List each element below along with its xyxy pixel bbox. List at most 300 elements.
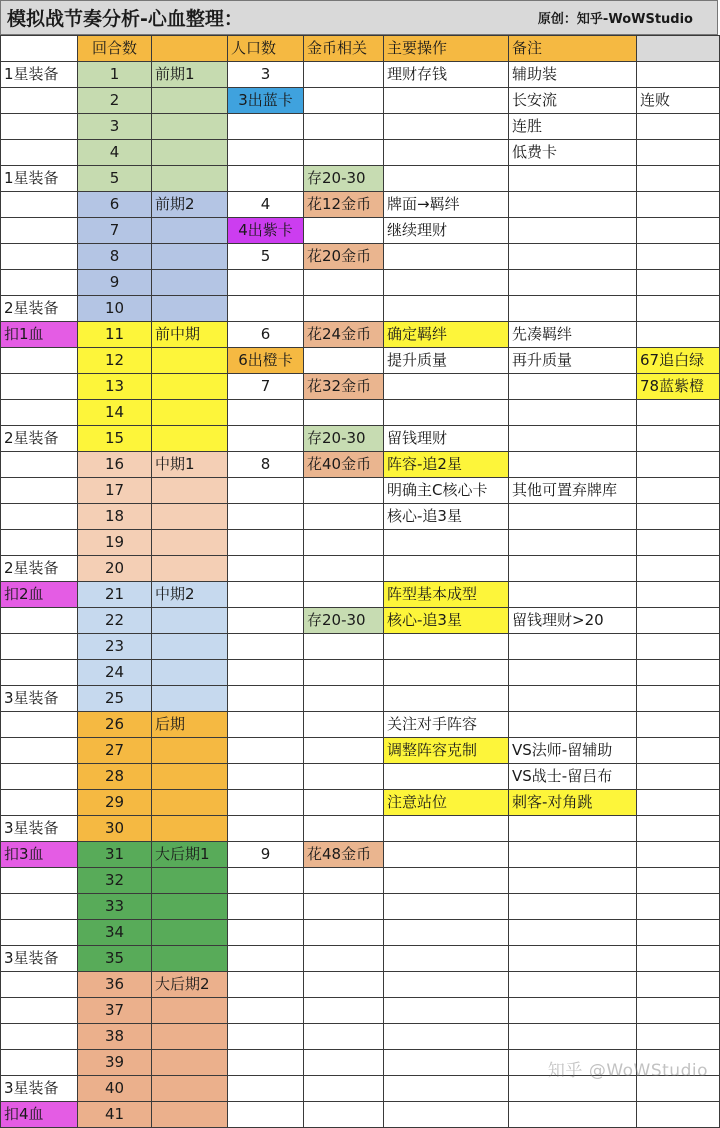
population-cell <box>228 946 304 972</box>
table-row <box>1 426 720 452</box>
gold-cell <box>304 868 384 894</box>
gold-cell <box>304 504 384 530</box>
header-cell: 回合数 <box>78 36 152 62</box>
table-row <box>1 244 720 270</box>
table-row <box>1 348 720 374</box>
operation-cell: 调整阵容克制 <box>384 738 509 764</box>
note-cell: VS法师-留辅助 <box>509 738 637 764</box>
equip-cell <box>1 530 78 556</box>
phase-cell <box>152 738 228 764</box>
population-cell: 8 <box>228 452 304 478</box>
table-row <box>1 946 720 972</box>
round-cell: 17 <box>78 478 152 504</box>
phase-cell <box>152 1076 228 1102</box>
operation-cell: 理财存钱 <box>384 62 509 88</box>
gold-cell <box>304 140 384 166</box>
equip-cell: 1星装备 <box>1 62 78 88</box>
header-cell <box>152 36 228 62</box>
round-cell: 10 <box>78 296 152 322</box>
table-row <box>1 868 720 894</box>
population-cell <box>228 790 304 816</box>
round-cell: 38 <box>78 1024 152 1050</box>
note-cell <box>509 218 637 244</box>
note-cell <box>509 842 637 868</box>
phase-cell <box>152 764 228 790</box>
operation-cell <box>384 244 509 270</box>
operation-cell: 牌面→羁绊 <box>384 192 509 218</box>
equip-cell: 3星装备 <box>1 946 78 972</box>
population-cell <box>228 660 304 686</box>
gold-cell <box>304 114 384 140</box>
gold-cell <box>304 296 384 322</box>
note-cell <box>509 816 637 842</box>
gold-cell <box>304 1050 384 1076</box>
gold-cell <box>304 400 384 426</box>
population-cell <box>228 1102 304 1128</box>
equip-cell <box>1 894 78 920</box>
equip-cell <box>1 998 78 1024</box>
phase-cell <box>152 296 228 322</box>
phase-cell <box>152 998 228 1024</box>
operation-cell <box>384 530 509 556</box>
equip-cell <box>1 634 78 660</box>
round-cell: 18 <box>78 504 152 530</box>
table-row <box>1 1102 720 1128</box>
note-cell <box>509 452 637 478</box>
extra-cell <box>637 946 720 972</box>
note-cell: VS战士-留吕布 <box>509 764 637 790</box>
round-cell: 36 <box>78 972 152 998</box>
operation-cell <box>384 868 509 894</box>
operation-cell <box>384 764 509 790</box>
operation-cell <box>384 374 509 400</box>
phase-cell <box>152 114 228 140</box>
equip-cell <box>1 608 78 634</box>
credit-text: 原创：知乎-WoWStudio <box>537 12 693 27</box>
equip-cell <box>1 920 78 946</box>
operation-cell: 阵型基本成型 <box>384 582 509 608</box>
table-row <box>1 556 720 582</box>
extra-cell <box>637 140 720 166</box>
note-cell <box>509 530 637 556</box>
note-cell: 其他可置弃牌库 <box>509 478 637 504</box>
extra-cell <box>637 270 720 296</box>
extra-cell <box>637 244 720 270</box>
extra-cell <box>637 504 720 530</box>
phase-cell <box>152 946 228 972</box>
round-cell: 28 <box>78 764 152 790</box>
extra-cell: 连败 <box>637 88 720 114</box>
phase-cell <box>152 530 228 556</box>
population-cell <box>228 478 304 504</box>
note-cell: 低费卡 <box>509 140 637 166</box>
note-cell <box>509 1024 637 1050</box>
operation-cell <box>384 296 509 322</box>
equip-cell <box>1 1024 78 1050</box>
extra-cell <box>637 556 720 582</box>
equip-cell <box>1 790 78 816</box>
population-cell <box>228 582 304 608</box>
gold-cell <box>304 478 384 504</box>
header-cell: 金币相关 <box>304 36 384 62</box>
phase-cell: 中期1 <box>152 452 228 478</box>
extra-cell <box>637 920 720 946</box>
table-row <box>1 400 720 426</box>
note-cell: 长安流 <box>509 88 637 114</box>
phase-cell <box>152 556 228 582</box>
equip-cell <box>1 712 78 738</box>
equip-cell: 2星装备 <box>1 296 78 322</box>
extra-cell <box>637 686 720 712</box>
note-cell <box>509 582 637 608</box>
equip-cell <box>1 400 78 426</box>
population-cell <box>228 556 304 582</box>
extra-cell: 67追白绿 <box>637 348 720 374</box>
round-cell: 7 <box>78 218 152 244</box>
equip-cell: 扣2血 <box>1 582 78 608</box>
phase-cell <box>152 374 228 400</box>
round-cell: 41 <box>78 1102 152 1128</box>
equip-cell <box>1 88 78 114</box>
round-cell: 26 <box>78 712 152 738</box>
extra-cell <box>637 1024 720 1050</box>
operation-cell <box>384 660 509 686</box>
equip-cell <box>1 114 78 140</box>
population-cell: 9 <box>228 842 304 868</box>
population-cell: 4 <box>228 192 304 218</box>
round-cell: 34 <box>78 920 152 946</box>
operation-cell: 确定羁绊 <box>384 322 509 348</box>
round-cell: 25 <box>78 686 152 712</box>
note-cell <box>509 686 637 712</box>
phase-cell <box>152 270 228 296</box>
extra-cell <box>637 166 720 192</box>
operation-cell <box>384 166 509 192</box>
note-cell <box>509 296 637 322</box>
equip-cell: 扣4血 <box>1 1102 78 1128</box>
equip-cell <box>1 192 78 218</box>
table-row <box>1 296 720 322</box>
extra-cell <box>637 296 720 322</box>
table-row <box>1 62 720 88</box>
gold-cell <box>304 660 384 686</box>
extra-cell <box>637 582 720 608</box>
table-row <box>1 660 720 686</box>
gold-cell <box>304 88 384 114</box>
equip-cell <box>1 738 78 764</box>
gold-cell <box>304 790 384 816</box>
note-cell <box>509 400 637 426</box>
table-row <box>1 452 720 478</box>
gold-cell <box>304 920 384 946</box>
extra-cell <box>637 972 720 998</box>
operation-cell <box>384 1050 509 1076</box>
gold-cell: 花40金币 <box>304 452 384 478</box>
phase-cell <box>152 504 228 530</box>
round-cell: 5 <box>78 166 152 192</box>
operation-cell <box>384 400 509 426</box>
round-cell: 3 <box>78 114 152 140</box>
table-row <box>1 920 720 946</box>
phase-cell <box>152 88 228 114</box>
note-cell <box>509 244 637 270</box>
gold-cell: 存20-30 <box>304 166 384 192</box>
round-cell: 30 <box>78 816 152 842</box>
note-cell <box>509 504 637 530</box>
table-row <box>1 530 720 556</box>
extra-cell <box>637 764 720 790</box>
operation-cell: 继续理财 <box>384 218 509 244</box>
table-row <box>1 270 720 296</box>
table-row <box>1 634 720 660</box>
round-cell: 23 <box>78 634 152 660</box>
population-cell: 6 <box>228 322 304 348</box>
population-cell <box>228 270 304 296</box>
phase-cell: 后期 <box>152 712 228 738</box>
gold-cell <box>304 218 384 244</box>
table-row <box>1 114 720 140</box>
table-row <box>1 816 720 842</box>
operation-cell: 明确主C核心卡 <box>384 478 509 504</box>
extra-cell <box>637 712 720 738</box>
gold-cell <box>304 582 384 608</box>
population-cell: 7 <box>228 374 304 400</box>
table-row <box>1 998 720 1024</box>
gold-cell <box>304 348 384 374</box>
operation-cell <box>384 998 509 1024</box>
gold-cell <box>304 946 384 972</box>
population-cell <box>228 114 304 140</box>
gold-cell <box>304 1102 384 1128</box>
note-cell: 留钱理财>20 <box>509 608 637 634</box>
extra-cell <box>637 478 720 504</box>
population-cell <box>228 764 304 790</box>
operation-cell <box>384 816 509 842</box>
extra-cell <box>637 400 720 426</box>
gold-cell: 花48金币 <box>304 842 384 868</box>
note-cell <box>509 166 637 192</box>
table-row <box>1 972 720 998</box>
phase-cell <box>152 166 228 192</box>
header-row <box>1 36 720 62</box>
table-row <box>1 374 720 400</box>
population-cell <box>228 530 304 556</box>
round-cell: 12 <box>78 348 152 374</box>
phase-cell <box>152 400 228 426</box>
gold-cell <box>304 972 384 998</box>
phase-cell <box>152 1102 228 1128</box>
operation-cell <box>384 1076 509 1102</box>
population-cell <box>228 296 304 322</box>
note-cell <box>509 426 637 452</box>
operation-cell <box>384 88 509 114</box>
note-cell: 辅助装 <box>509 62 637 88</box>
population-cell <box>228 868 304 894</box>
phase-cell <box>152 1024 228 1050</box>
note-cell: 刺客-对角跳 <box>509 790 637 816</box>
gold-cell <box>304 1024 384 1050</box>
round-cell: 1 <box>78 62 152 88</box>
population-cell: 5 <box>228 244 304 270</box>
operation-cell <box>384 270 509 296</box>
table-row <box>1 322 720 348</box>
note-cell <box>509 920 637 946</box>
page-title: 模拟战节奏分析-心血整理： <box>7 8 243 30</box>
operation-cell <box>384 634 509 660</box>
note-cell <box>509 270 637 296</box>
table-row <box>1 1024 720 1050</box>
phase-cell: 大后期1 <box>152 842 228 868</box>
header-cell: 人口数 <box>228 36 304 62</box>
equip-cell <box>1 348 78 374</box>
watermark: 知乎 @WoWStudio <box>547 1061 708 1081</box>
operation-cell: 关注对手阵容 <box>384 712 509 738</box>
note-cell <box>509 374 637 400</box>
table-row <box>1 218 720 244</box>
table-row <box>1 504 720 530</box>
note-cell: 连胜 <box>509 114 637 140</box>
equip-cell: 2星装备 <box>1 556 78 582</box>
operation-cell <box>384 556 509 582</box>
gold-cell <box>304 894 384 920</box>
population-cell <box>228 920 304 946</box>
equip-cell <box>1 478 78 504</box>
round-cell: 11 <box>78 322 152 348</box>
equip-cell <box>1 244 78 270</box>
table-row <box>1 712 720 738</box>
equip-cell <box>1 660 78 686</box>
note-cell <box>509 998 637 1024</box>
phase-cell <box>152 634 228 660</box>
gold-cell <box>304 764 384 790</box>
gold-cell: 存20-30 <box>304 426 384 452</box>
table-row <box>1 894 720 920</box>
equip-cell <box>1 972 78 998</box>
operation-cell: 注意站位 <box>384 790 509 816</box>
phase-cell <box>152 348 228 374</box>
operation-cell <box>384 686 509 712</box>
equip-cell <box>1 504 78 530</box>
equip-cell: 3星装备 <box>1 816 78 842</box>
gold-cell <box>304 1076 384 1102</box>
extra-cell <box>637 816 720 842</box>
phase-cell: 前期2 <box>152 192 228 218</box>
phase-cell <box>152 660 228 686</box>
round-cell: 22 <box>78 608 152 634</box>
equip-cell <box>1 140 78 166</box>
round-cell: 19 <box>78 530 152 556</box>
gold-cell <box>304 62 384 88</box>
round-cell: 21 <box>78 582 152 608</box>
equip-cell <box>1 218 78 244</box>
population-cell <box>228 426 304 452</box>
phase-cell: 前期1 <box>152 62 228 88</box>
population-cell <box>228 816 304 842</box>
gold-cell: 存20-30 <box>304 608 384 634</box>
round-cell: 9 <box>78 270 152 296</box>
population-cell <box>228 1050 304 1076</box>
round-cell: 8 <box>78 244 152 270</box>
population-cell: 3出蓝卡 <box>228 88 304 114</box>
extra-cell <box>637 426 720 452</box>
extra-cell <box>637 114 720 140</box>
extra-cell <box>637 1102 720 1128</box>
extra-cell: 78蓝紫橙 <box>637 374 720 400</box>
round-cell: 35 <box>78 946 152 972</box>
round-cell: 14 <box>78 400 152 426</box>
note-cell <box>509 868 637 894</box>
note-cell <box>509 192 637 218</box>
extra-cell <box>637 738 720 764</box>
round-cell: 31 <box>78 842 152 868</box>
table-row <box>1 608 720 634</box>
population-cell: 3 <box>228 62 304 88</box>
population-cell <box>228 686 304 712</box>
equip-cell: 2星装备 <box>1 426 78 452</box>
header-cell <box>1 36 78 62</box>
gold-cell <box>304 686 384 712</box>
gold-cell <box>304 998 384 1024</box>
population-cell <box>228 634 304 660</box>
phase-cell: 大后期2 <box>152 972 228 998</box>
extra-cell <box>637 608 720 634</box>
gold-cell: 花24金币 <box>304 322 384 348</box>
population-cell <box>228 504 304 530</box>
note-cell <box>509 972 637 998</box>
note-cell: 先凑羁绊 <box>509 322 637 348</box>
population-cell <box>228 894 304 920</box>
gold-cell <box>304 634 384 660</box>
gold-cell: 花32金币 <box>304 374 384 400</box>
table-row <box>1 790 720 816</box>
note-cell <box>509 1102 637 1128</box>
equip-cell: 3星装备 <box>1 686 78 712</box>
operation-cell <box>384 1102 509 1128</box>
population-cell <box>228 1076 304 1102</box>
table-row <box>1 764 720 790</box>
equip-cell: 3星装备 <box>1 1076 78 1102</box>
extra-cell <box>637 192 720 218</box>
gold-cell: 花12金币 <box>304 192 384 218</box>
operation-cell <box>384 140 509 166</box>
equip-cell <box>1 374 78 400</box>
note-cell <box>509 946 637 972</box>
phase-cell <box>152 140 228 166</box>
phase-cell <box>152 426 228 452</box>
operation-cell: 阵容-追2星 <box>384 452 509 478</box>
round-cell: 16 <box>78 452 152 478</box>
round-cell: 40 <box>78 1076 152 1102</box>
operation-cell <box>384 972 509 998</box>
table-row <box>1 88 720 114</box>
phase-cell <box>152 920 228 946</box>
phase-cell <box>152 218 228 244</box>
extra-cell <box>637 842 720 868</box>
population-cell <box>228 998 304 1024</box>
operation-cell <box>384 894 509 920</box>
table-row <box>1 686 720 712</box>
gold-cell: 花20金币 <box>304 244 384 270</box>
round-cell: 2 <box>78 88 152 114</box>
round-cell: 37 <box>78 998 152 1024</box>
equip-cell <box>1 452 78 478</box>
operation-cell: 核心-追3星 <box>384 504 509 530</box>
gold-cell <box>304 530 384 556</box>
population-cell: 4出紫卡 <box>228 218 304 244</box>
equip-cell <box>1 270 78 296</box>
operation-cell: 留钱理财 <box>384 426 509 452</box>
round-cell: 33 <box>78 894 152 920</box>
